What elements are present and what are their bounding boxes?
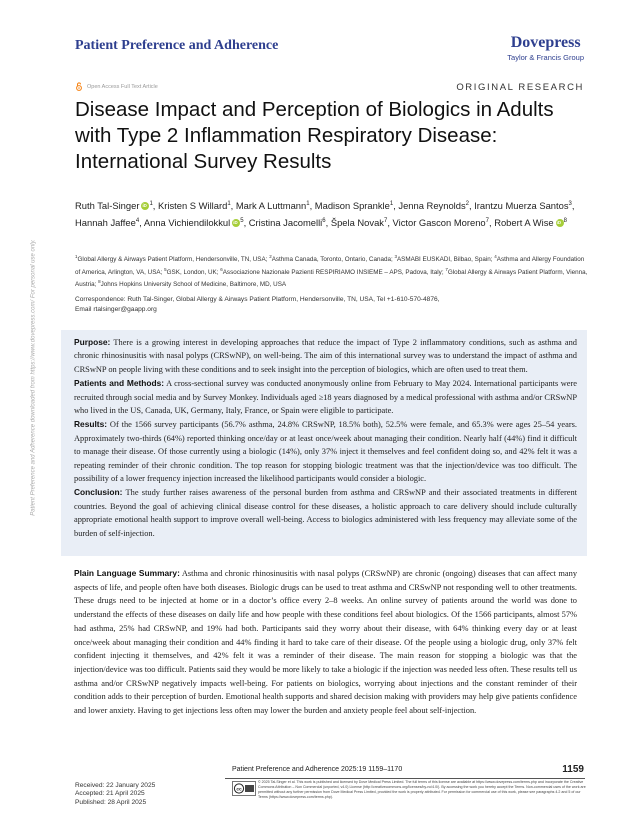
author [393, 217, 489, 228]
author-name: Špela Novak [330, 216, 384, 228]
creative-commons-icon [232, 781, 256, 796]
open-access-label [75, 82, 158, 91]
footer-citation: Patient Preference and Adherence 2025:19 1159–1170 [232, 766, 403, 773]
author-affiliation-number: 6 [322, 217, 326, 224]
affiliation-text: Global Allergy & Airways Patient Platform, Vienna, Austria; [75, 268, 588, 289]
correspondence-email[interactable]: Email rtalsinger@gaapp.org [75, 306, 157, 313]
published-date: Published: 28 April 2025 [75, 798, 147, 806]
publisher-name: Dovepress [510, 34, 581, 51]
abstract-methods [74, 377, 577, 417]
download-note: Patient Preference and Adherence downloaded from https://www.dovepress.com/ For personal use only. [30, 239, 37, 516]
author-affiliation-number: 4 [135, 217, 140, 224]
author-name: Irantzu Muerza Santos [474, 200, 569, 212]
results-text: Of the 1566 survey participants (56.7% asthma, 24.8% CRSwNP, 18.5% both), 52.5% were female, and 65.3% were ages 25–54 years. Approximately two-thirds (64%) reported thinking once/day or at least once/week about managing their condition. Nearly half (44%) find it difficult to manage their disease. Of those currently using a biologic (14%), only 37% inject it themselves and feel confident doing so, and 42% felt it was a repeating reminder of their chronic condition. The top reason for stopping biologic treatment was that the injection/device was too difficult. The possibility of a lower frequency injection increased the likelihood participants would consider a biologic. [74, 420, 577, 484]
article-dates [75, 782, 155, 807]
author [315, 200, 393, 211]
conclusion-label: Conclusion: [74, 487, 123, 498]
affiliation [269, 256, 394, 263]
results-label: Results: [74, 419, 108, 430]
affiliation-number: 1 [75, 254, 78, 259]
author-name: Anna Vichiendilokkul [143, 216, 231, 228]
open-access-text: Open Access Full Text Article [87, 83, 158, 90]
footer-divider [225, 778, 585, 779]
author-name: Hannah Jaffee [75, 216, 136, 228]
abstract-box [61, 330, 587, 556]
received-date: Received: 22 January 2025 [75, 782, 156, 789]
author-affiliation-number: 1 [389, 201, 394, 207]
pls-text: Asthma and chronic rhinosinusitis with nasal polyps (CRSwNP) are chronic (ongoing) diseases that can affect many aspects of life, and people often have both diseases. Biologic drugs can be used to treat asthma and CRSwNP not responding well to other treatments. These drugs need to be injected at home or in a doctor’s office every 2–8 weeks. An online survey of patients around the world was done to understand the effects of these diseases on daily life and how people with these conditions feel about biologics. Of the 1566 participants, almost 57% had asthma, 25% had CRSwNP, and 19% had both. Participants said they worry about their disease, with 64% thinking every day or at least once/week about managing their condition and 44% finding it hard to take care of their disease. Of the people using a biologic drug, only 37% felt confident injecting it themselves, and 42% felt it was a reminder of their disease. The main reason for stopping a biologic was that the injection/device was too difficult. Patients said they would be more likely to take a biologic if the injection was needed less often. These results tell us asthma and/or CRSwNP negatively impacts well-being. For patients on biologics, worrying about injections and the constant reminder of their condition adds to their perception of burden. Emotional health supports and shared decision making with providers may help give patients confidence and lower anxiety. Having to get injections less often may lower the burden and anxiety people feel about self-injection. [74, 569, 578, 716]
pls-label: Plain Language Summary: [74, 568, 180, 578]
correspondence [75, 295, 590, 315]
author-name: Robert A Wise [494, 216, 554, 228]
affiliation-text: Associazione Nazionale Pazienti RESPIRIAMO INSIEME – APS, Padova, Italy; [222, 268, 446, 276]
author-name: Mark A Luttmann [235, 200, 307, 212]
affiliation-number: 2 [269, 254, 272, 259]
author [249, 217, 326, 228]
author-affiliation-number: 3 [568, 201, 572, 207]
affiliation [394, 256, 494, 263]
correspondence-line: Correspondence: Ruth Tal-Singer, Global Allergy & Airways Patient Platform, Hendersonville, TN, USA, Tel +1-610-570-4876, [75, 296, 440, 303]
author [158, 200, 231, 211]
affiliation-text: Johns Hopkins University School of Medicine, Baltimore, MD, USA [100, 281, 287, 289]
affiliation-text: ASMABI EUSKADI, Bilbao, Spain; [396, 256, 495, 264]
author [75, 217, 139, 228]
author [474, 200, 572, 211]
publisher-logo [507, 34, 584, 62]
publisher-subtitle: Taylor & Francis Group [507, 53, 584, 62]
orcid-icon[interactable] [141, 202, 149, 210]
author [398, 200, 469, 211]
article-type: ORIGINAL RESEARCH [456, 82, 584, 93]
affiliation-number: 6 [220, 266, 223, 272]
methods-label: Patients and Methods: [74, 378, 165, 389]
author-name: Ruth Tal-Singer [75, 200, 140, 212]
affiliation-number: 3 [394, 254, 397, 259]
affiliation-text: Asthma and Allergy Foundation of America, Arlington, VA, USA; [75, 256, 585, 276]
author-list: Ruth Tal-SingeriD $^1$, Kristen S Willard$^1$, Mark A Luttmann$^1$, Madison Sprankle$^1$, Jenna Reynolds$^2$, Irantzu Muerza Santos$^3$, Hannah Jaffee$^4$, Anna VichiendilokkuliD $^5$, Cristina Jacomelli$^6$, Špela Novak$^7$, Victor Gascon Moreno$^7$, Robert A WiseiD $^8$ [75, 197, 595, 230]
affiliation [75, 256, 269, 263]
conclusion-text: The study further raises awareness of the personal burden from asthma and CRSwNP and their associated treatments in different countries. Beyond the goal of achieving clinical disease control for these diseases, a holistic approach to care delivery should include culturally appropriate emotional health support to improve overall well-being. Access to biologics administered with less frequency may alleviate some of the burden of self-injection. [74, 488, 577, 538]
author-affiliation-number: 8 [563, 217, 567, 224]
orcid-icon[interactable] [232, 219, 240, 227]
orcid-icon[interactable] [556, 219, 564, 227]
author-name: Jenna Reynolds [398, 200, 466, 212]
affiliation [220, 266, 446, 276]
author-name: Cristina Jacomelli [248, 216, 323, 228]
author [144, 217, 244, 228]
author-affiliation-number: 2 [465, 201, 469, 207]
affiliation-number: 5 [164, 266, 167, 272]
article-title: Disease Impact and Perception of Biologics in Adults with Type 2 Inflammation Respiratory Disease: International Survey Results [75, 98, 554, 173]
plain-language-summary [61, 561, 587, 718]
abstract-results [74, 418, 577, 485]
author-name: Madison Sprankle [314, 200, 390, 212]
affiliation-text: Asthma Canada, Toronto, Ontario, Canada; [271, 256, 395, 264]
journal-title: Patient Preference and Adherence [75, 38, 279, 53]
purpose-label: Purpose: [74, 337, 111, 347]
author [331, 217, 388, 228]
affiliation-text: Global Allergy & Airways Patient Platform, Hendersonville, TN, USA; [77, 256, 270, 264]
abstract-conclusion [74, 486, 577, 540]
affiliation-number: 8 [98, 279, 101, 285]
author-affiliation-number: 1 [306, 201, 310, 207]
author-affiliation-number: 7 [485, 217, 489, 224]
affiliation-text: GSK, London, UK; [166, 268, 221, 276]
open-access-icon [75, 82, 83, 91]
author [236, 200, 310, 211]
affiliation [98, 281, 286, 288]
license-text: © 2025 Tal-Singer et al. This work is published and licensed by Dove Medical Press Limited. The full terms of this license are available at https://www.dovepress.com/terms.php and incorporate the Creative Commons Attribution – Non Commercial (unported, v4.0) License (http://creativecommons.org/licenses/by-nc/4.0/). By accessing the work you hereby accept the Terms. Non-commercial uses of the work are permitted without any further permission from Dove Medical Press Limited, provided the work is properly attributed. For permission for commercial use of this work, please see paragraphs 4.2 and 5 of our Terms (https://www.dovepress.com/terms.php). [258, 780, 586, 800]
methods-text: A cross-sectional survey was conducted anonymously online from February to May 2024. International participants were recruited through social media and by Survey Monkey. Individuals aged ≥18 years diagnosed by a medical professional with asthma and/or CRSwNP who lived in the US, Canada, UK, Germany, Italy, France, or Spain were eligible to participate. [74, 379, 578, 416]
accepted-date: Accepted: 21 April 2025 [75, 790, 145, 798]
purpose-text: There is a growing interest in developing approaches that reduce the impact of Type 2 inflammatory conditions, such as asthma and chronic rhinosinusitis with nasal polyps (CRSwNP), on well-being. The aim of this international survey was to understand the impact of asthma and CRSwNP on people living with these conditions and to seek insight into the perception of biologics, which are often used to treat them. [74, 338, 577, 374]
author [494, 217, 567, 228]
author [75, 200, 153, 211]
author-name: Kristen S Willard [158, 200, 228, 212]
author-affiliation-number: 5 [240, 217, 244, 224]
author-affiliation-number: 1 [227, 201, 231, 207]
abstract-purpose [74, 336, 577, 376]
affiliation-number: 4 [494, 254, 497, 259]
author-name: Victor Gascon Moreno [392, 216, 486, 228]
page-number: 1159 [562, 764, 584, 775]
author-affiliation-number: 1 [149, 201, 153, 207]
affiliations [75, 252, 590, 290]
cc-mark: cc [236, 787, 242, 793]
affiliation-number: 7 [445, 266, 448, 272]
author-affiliation-number: 7 [383, 217, 388, 224]
download-sidebar [28, 190, 40, 570]
affiliation [164, 266, 221, 276]
